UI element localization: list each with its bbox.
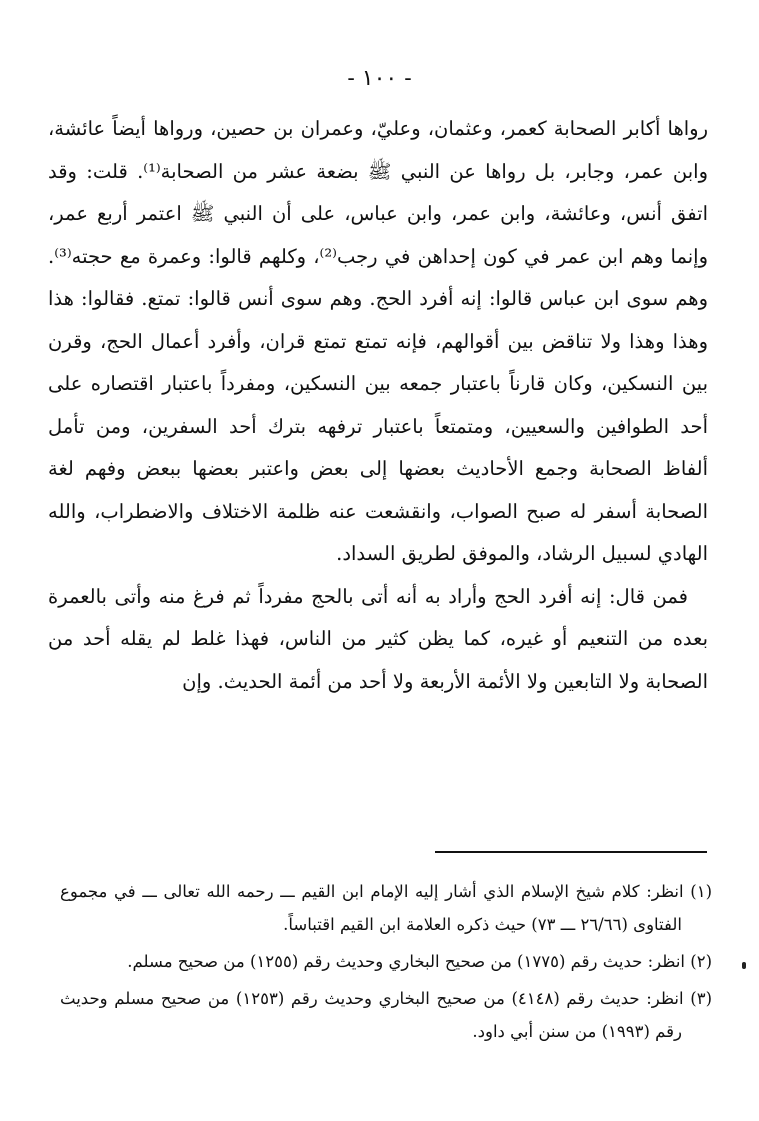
body-text: [48, 108, 708, 703]
footnote-1: (١) انظر: كلام شيخ الإسلام الذي أشار إليه الإمام ابن القيم ـــ رحمه الله تعالى ـــ في مجموع الفتاوى (٢٦/٦٦ ـــ ٧٣) حيث ذكره العلامة ابن القيم اقتباساً.: [60, 882, 712, 934]
paragraph-2: فمن قال: إنه أفرد الحج وأراد به أنه أتى بالحج مفرداً ثم فرغ منه وأتى بالعمرة بعده من التنعيم أو غيره، كما يظن كثير من الناس، فهذا غلط لم يقله أحد من الصحابة ولا التابعين ولا الأئمة الأربعة ولا أحد من أئمة الحديث. وإن: [48, 584, 708, 693]
footnotes: [60, 875, 712, 1052]
margin-mark: [742, 962, 746, 969]
footnote-2: (٢) انظر: حديث رقم (١٧٧٥) من صحيح البخاري وحديث رقم (١٢٥٥) من صحيح مسلم.: [127, 952, 712, 971]
paragraph-1: رواها أكابر الصحابة كعمر، وعثمان، وعليّ، وعمران بن حصين، ورواها أيضاً عائشة، وابن عمر، وجابر، بل رواها عن النبي ﷺ بضعة عشر من الصحابة⁽¹⁾. قلت: وقد اتفق أنس، وعائشة، وابن عمر، وابن عباس، على أن النبي ﷺ اعتمر أربع عمر، وإنما وهم ابن عمر في كون إحداهن في رجب⁽²⁾، وكلهم قالوا: وعمرة مع حجته⁽³⁾. وهم سوى ابن عباس قالوا: إنه أفرد الحج. وهم سوى أنس قالوا: تمتع. فقالوا: هذا وهذا وهذا ولا تناقض بين أقوالهم، فإنه تمتع تمتع قران، وأفرد أعمال الحج، وقرن بين النسكين، وكان قارناً باعتبار جمعه بين النسكين، ومفرداً باعتبار اقتصاره على أحد الطوافين والسعيين، ومتمتعاً باعتبار ترفهه بترك أحد السفرين، ومن تأمل ألفاظ الصحابة وجمع الأحاديث بعضها إلى بعض واعتبر بعضها ببعض وفهم لغة الصحابة أسفر له صبح الصواب، وانقشعت عنه ظلمة الاختلاف والاضطراب، والله الهادي لسبيل الرشاد، والموفق لطريق السداد.: [48, 117, 708, 565]
footnote-separator: [435, 851, 707, 853]
footnote-3: (٣) انظر: حديث رقم (٤١٤٨) من صحيح البخاري وحديث رقم (١٢٥٣) من صحيح مسلم وحديث رقم (١٩٩٣) من سنن أبي داود.: [60, 989, 712, 1041]
page-number: - ١٠٠ -: [347, 66, 412, 91]
